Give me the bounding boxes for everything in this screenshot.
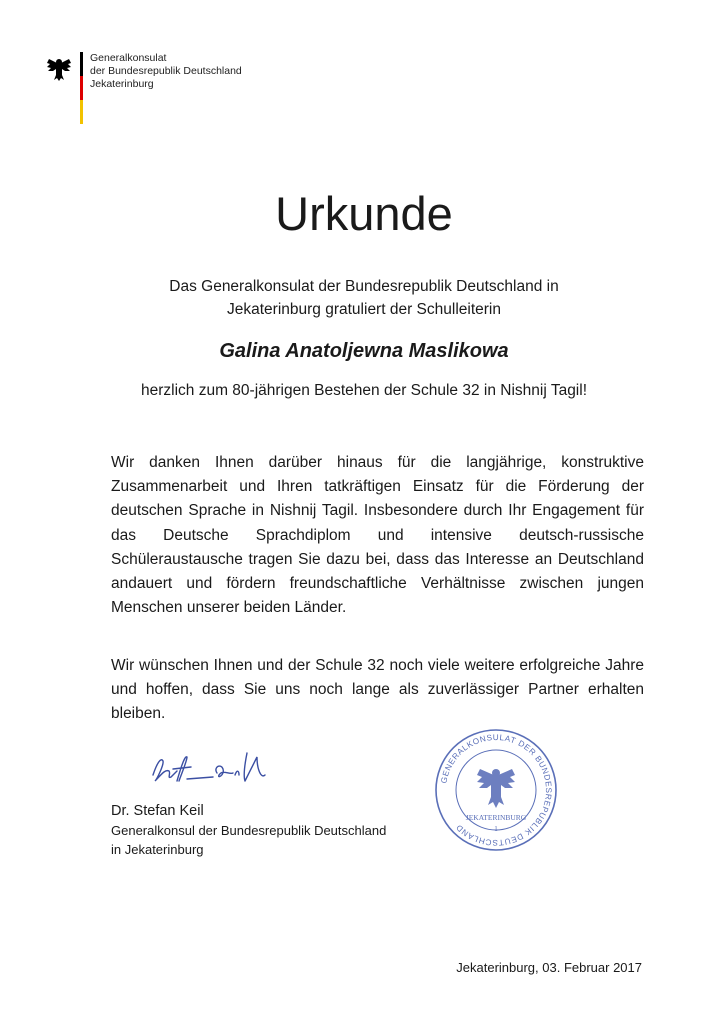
congratulation-line: herzlich zum 80-jährigen Bestehen der Schule 32 in Nishnij Tagil! <box>140 382 588 399</box>
signer-title: Generalkonsul der Bundesrepublik Deutschland <box>111 823 387 838</box>
letterhead-line: Generalkonsulat <box>90 52 167 64</box>
flag-bar <box>80 52 83 124</box>
signer-block <box>111 801 386 859</box>
intro-text <box>0 275 728 321</box>
svg-text:1: 1 <box>494 825 498 833</box>
svg-text:JEKATERINBURG: JEKATERINBURG <box>465 813 527 822</box>
handwritten-signature <box>143 745 293 790</box>
recipient-name: Galina Anatoljewna Maslikowa <box>219 340 509 362</box>
signer-name: Dr. Stefan Keil <box>111 803 204 819</box>
intro-line: Das Generalkonsulat der Bundesrepublik Deutschland in <box>169 278 559 295</box>
svg-text:GENERALKONSULAT DER BUNDESREPU: GENERALKONSULAT DER BUNDESREPUBLIK DEUTSCHLAND <box>439 732 554 848</box>
signer-location: in Jekaterinburg <box>111 842 204 857</box>
letterhead-line: der Bundesrepublik Deutschland <box>90 65 242 77</box>
issue-date: Jekaterinburg, 03. Februar 2017 <box>456 960 642 975</box>
body-paragraph: Wir wünschen Ihnen und der Schule 32 noch viele weitere erfolgreiche Jahre und hoffen, dass Sie uns noch lange als zuverlässiger Partner erhalten bleiben. <box>111 657 644 723</box>
body-paragraph: Wir danken Ihnen darüber hinaus für die langjährige, konstruktive Zusammenarbeit und Ihren tatkräftigen Einsatz für die Förderung der deutschen Sprache in Nishnij Tagil. Insbesondere durch Ihr Engagement für das Deutsche Sprachdiplom und intensive deutsch-russische Schüleraustausche tragen Sie dazu bei, dass das Interesse an Deutschland andauert und fördern freundschaftliche Verhältnisse zwischen jungen Menschen unserer beiden Länder. <box>111 454 644 617</box>
federal-eagle-icon <box>46 56 72 82</box>
letterhead-text <box>90 52 242 91</box>
document-title: Urkunde <box>275 187 453 240</box>
official-seal <box>433 727 559 853</box>
letterhead-line: Jekaterinburg <box>90 78 154 90</box>
intro-line: Jekaterinburg gratuliert der Schulleiterin <box>227 301 501 318</box>
